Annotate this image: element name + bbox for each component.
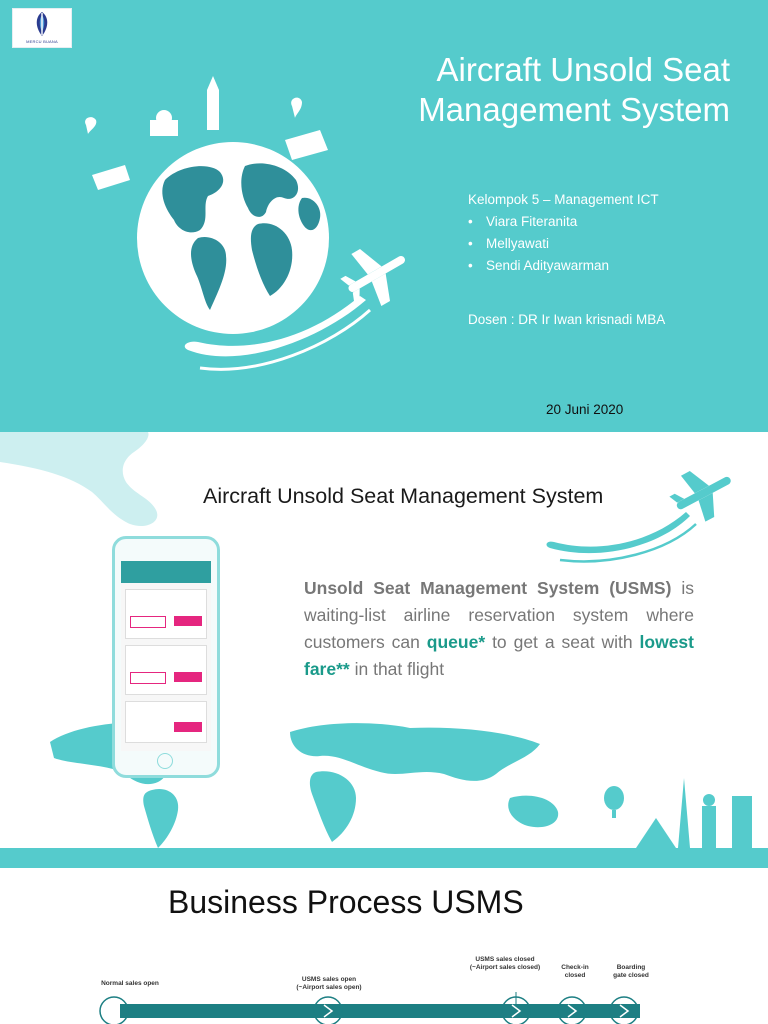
member-name: Viara Fiteranita xyxy=(486,214,578,229)
usms-name: Unsold Seat Management System (USMS) xyxy=(304,578,672,598)
slide-title: Business Process USMS xyxy=(168,884,524,920)
member-item xyxy=(468,214,659,229)
presentation-title: Aircraft Unsold Seat Management System xyxy=(418,51,730,128)
member-name: Sendi Adityawarman xyxy=(486,258,610,273)
timeline-label: Check-in closed xyxy=(561,964,589,979)
bullet-icon: • xyxy=(468,258,473,273)
group-label: Kelompok 5 – Management ICT xyxy=(468,192,659,207)
phone-mockup xyxy=(112,536,220,778)
university-logo xyxy=(12,8,72,48)
airplane-icon xyxy=(540,466,745,566)
team-info xyxy=(468,192,659,280)
timeline-label: USMS sales closed (~Airport sales closed) xyxy=(469,956,541,971)
flight-card xyxy=(125,645,207,695)
slide-bottom-bar xyxy=(0,848,768,868)
phone-screen xyxy=(121,561,211,751)
slide-title: Aircraft Unsold Seat Management System xyxy=(203,484,604,508)
member-item xyxy=(468,258,659,273)
hand-illustration xyxy=(0,432,180,532)
timeline-label: Boarding gate closed xyxy=(613,964,649,979)
process-timeline xyxy=(96,992,656,1024)
logo-text: MERCU BUANA xyxy=(26,39,58,44)
logo-mark-icon xyxy=(13,9,71,39)
member-name: Mellyawati xyxy=(486,236,550,251)
bullet-icon: • xyxy=(468,236,473,251)
flight-card xyxy=(125,701,207,743)
timeline-label: USMS sales open (~Airport sales open) xyxy=(296,976,362,991)
landmarks-illustration xyxy=(596,778,768,850)
presentation-date: 20 Juni 2020 xyxy=(546,402,624,417)
home-button-icon xyxy=(157,753,173,769)
lecturer-name: Dosen : DR Ir Iwan krisnadi MBA xyxy=(468,312,666,327)
flight-card xyxy=(125,589,207,639)
usms-description: Unsold Seat Management System (USMS) is waiting-list airline reservation system where customers can queue* to get a seat with lowest fare** in that flight xyxy=(304,578,695,679)
lowest-fare-highlight: lowest fare** xyxy=(304,632,694,679)
bullet-icon: • xyxy=(468,214,473,229)
slide-usms-intro xyxy=(0,432,768,868)
member-list xyxy=(468,214,659,273)
slide-business-process xyxy=(0,868,768,1024)
member-item xyxy=(468,236,659,251)
timeline-label: Normal sales open xyxy=(101,980,159,987)
slide-title xyxy=(0,0,768,432)
queue-highlight: queue* xyxy=(426,632,486,652)
app-header-bar xyxy=(121,561,211,583)
